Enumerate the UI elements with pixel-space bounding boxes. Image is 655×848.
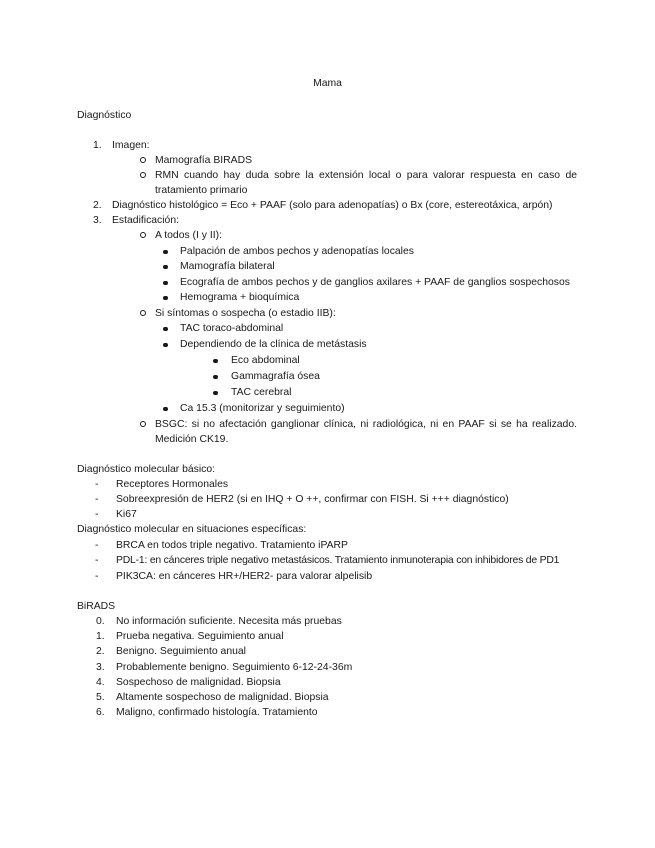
list-item-histologico: Diagnóstico histológico = Eco + PAAF (solo para adenopatías) o Bx (core, estereotáxica, arpón) (112, 200, 553, 211)
list-item-bsgc-line2: Medición CK19. (155, 434, 229, 445)
list-item: Mamografía bilateral (180, 261, 275, 272)
list-number: 2. (96, 646, 105, 657)
dash-bullet: - (95, 494, 99, 505)
list-item: Ca 15.3 (monitorizar y seguimiento) (180, 403, 345, 414)
section-heading-molecular-basico: Diagnóstico molecular básico: (77, 464, 216, 475)
dash-bullet: - (95, 555, 99, 566)
filled-bullet-icon (163, 259, 168, 275)
list-item: Altamente sospechoso de malignidad. Biopsia (116, 692, 329, 703)
filled-bullet-icon (163, 290, 168, 306)
list-item: BRCA en todos triple negativo. Tratamiento iPARP (116, 540, 348, 551)
circle-bullet-icon (140, 168, 146, 184)
list-item: Hemograma + bioquímica (180, 292, 300, 303)
list-number: 1. (96, 631, 105, 642)
list-item-mamografia: Mamografía BIRADS (155, 155, 253, 166)
circle-bullet-icon (140, 306, 146, 322)
list-item: Maligno, confirmado histología. Tratamiento (116, 707, 318, 718)
list-item: Prueba negativa. Seguimiento anual (116, 631, 284, 642)
list-item-bsgc-line1: BSGC: si no afectación ganglionar clínica, ni radiológica, ni en PAAF si se ha realizado. (155, 419, 577, 430)
list-item-estadificacion: Estadificación: (112, 215, 179, 226)
list-number: 3. (96, 662, 105, 673)
list-item-rmn-line2: tratamiento primario (155, 185, 248, 196)
list-item: Eco abdominal (231, 355, 300, 366)
dash-bullet: - (95, 571, 99, 582)
list-item: PDL-1: en cánceres triple negativo metastásicos. Tratamiento inmunoterapia con inhibidores de PD1 (116, 555, 560, 566)
list-item: Sobreexpresión de HER2 (si en IHQ + O ++, confirmar con FISH. Si +++ diagnóstico) (116, 494, 509, 505)
dash-bullet: - (95, 509, 99, 520)
circle-bullet-icon (140, 153, 146, 169)
filled-bullet-icon (213, 353, 218, 369)
filled-bullet-icon (163, 275, 168, 291)
list-number: 5. (96, 692, 105, 703)
list-item: Palpación de ambos pechos y adenopatías locales (180, 246, 414, 257)
list-number: 2. (93, 200, 102, 211)
list-item: Sospechoso de malignidad. Biopsia (116, 677, 281, 688)
list-item: Benigno. Seguimiento anual (116, 646, 246, 657)
list-item: Receptores Hormonales (116, 479, 229, 490)
page-title: Mama (313, 78, 342, 89)
filled-bullet-icon (163, 401, 168, 417)
section-heading-birads: BiRADS (77, 601, 116, 612)
filled-bullet-icon (163, 244, 168, 260)
circle-bullet-icon (140, 417, 146, 433)
list-number: 0. (96, 616, 105, 627)
list-item: Probablemente benigno. Seguimiento 6-12-24-36m (116, 662, 353, 673)
list-item-rmn-line1: RMN cuando hay duda sobre la extensión local o para valorar respuesta en caso de (155, 170, 577, 181)
list-item: Ki67 (116, 509, 137, 520)
dash-bullet: - (95, 479, 99, 490)
list-number: 3. (93, 215, 102, 226)
list-item: No información suficiente. Necesita más pruebas (116, 616, 342, 627)
list-item: PIK3CA: en cánceres HR+/HER2- para valorar alpelisib (116, 571, 373, 582)
list-item-sintomas: Si síntomas o sospecha (o estadio IIB): (155, 308, 336, 319)
list-number: 4. (96, 677, 105, 688)
section-heading-diagnostico: Diagnóstico (77, 110, 132, 121)
filled-bullet-icon (213, 369, 218, 385)
list-number: 6. (96, 707, 105, 718)
circle-bullet-icon (140, 228, 146, 244)
dash-bullet: - (95, 540, 99, 551)
filled-bullet-icon (163, 337, 168, 353)
section-heading-molecular-especifico: Diagnóstico molecular en situaciones específicas: (77, 524, 307, 535)
list-item: TAC cerebral (231, 387, 292, 398)
filled-bullet-icon (213, 385, 218, 401)
list-item: Ecografía de ambos pechos y de ganglios axilares + PAAF de ganglios sospechosos (180, 277, 570, 288)
filled-bullet-icon (163, 321, 168, 337)
list-item: Gammagrafía ósea (231, 371, 320, 382)
list-item: TAC toraco-abdominal (180, 323, 284, 334)
list-item: Dependiendo de la clínica de metástasis (180, 339, 367, 350)
list-item-a-todos: A todos (I y II): (155, 230, 222, 241)
list-number: 1. (93, 140, 102, 151)
list-item-imagen: Imagen: (112, 140, 150, 151)
